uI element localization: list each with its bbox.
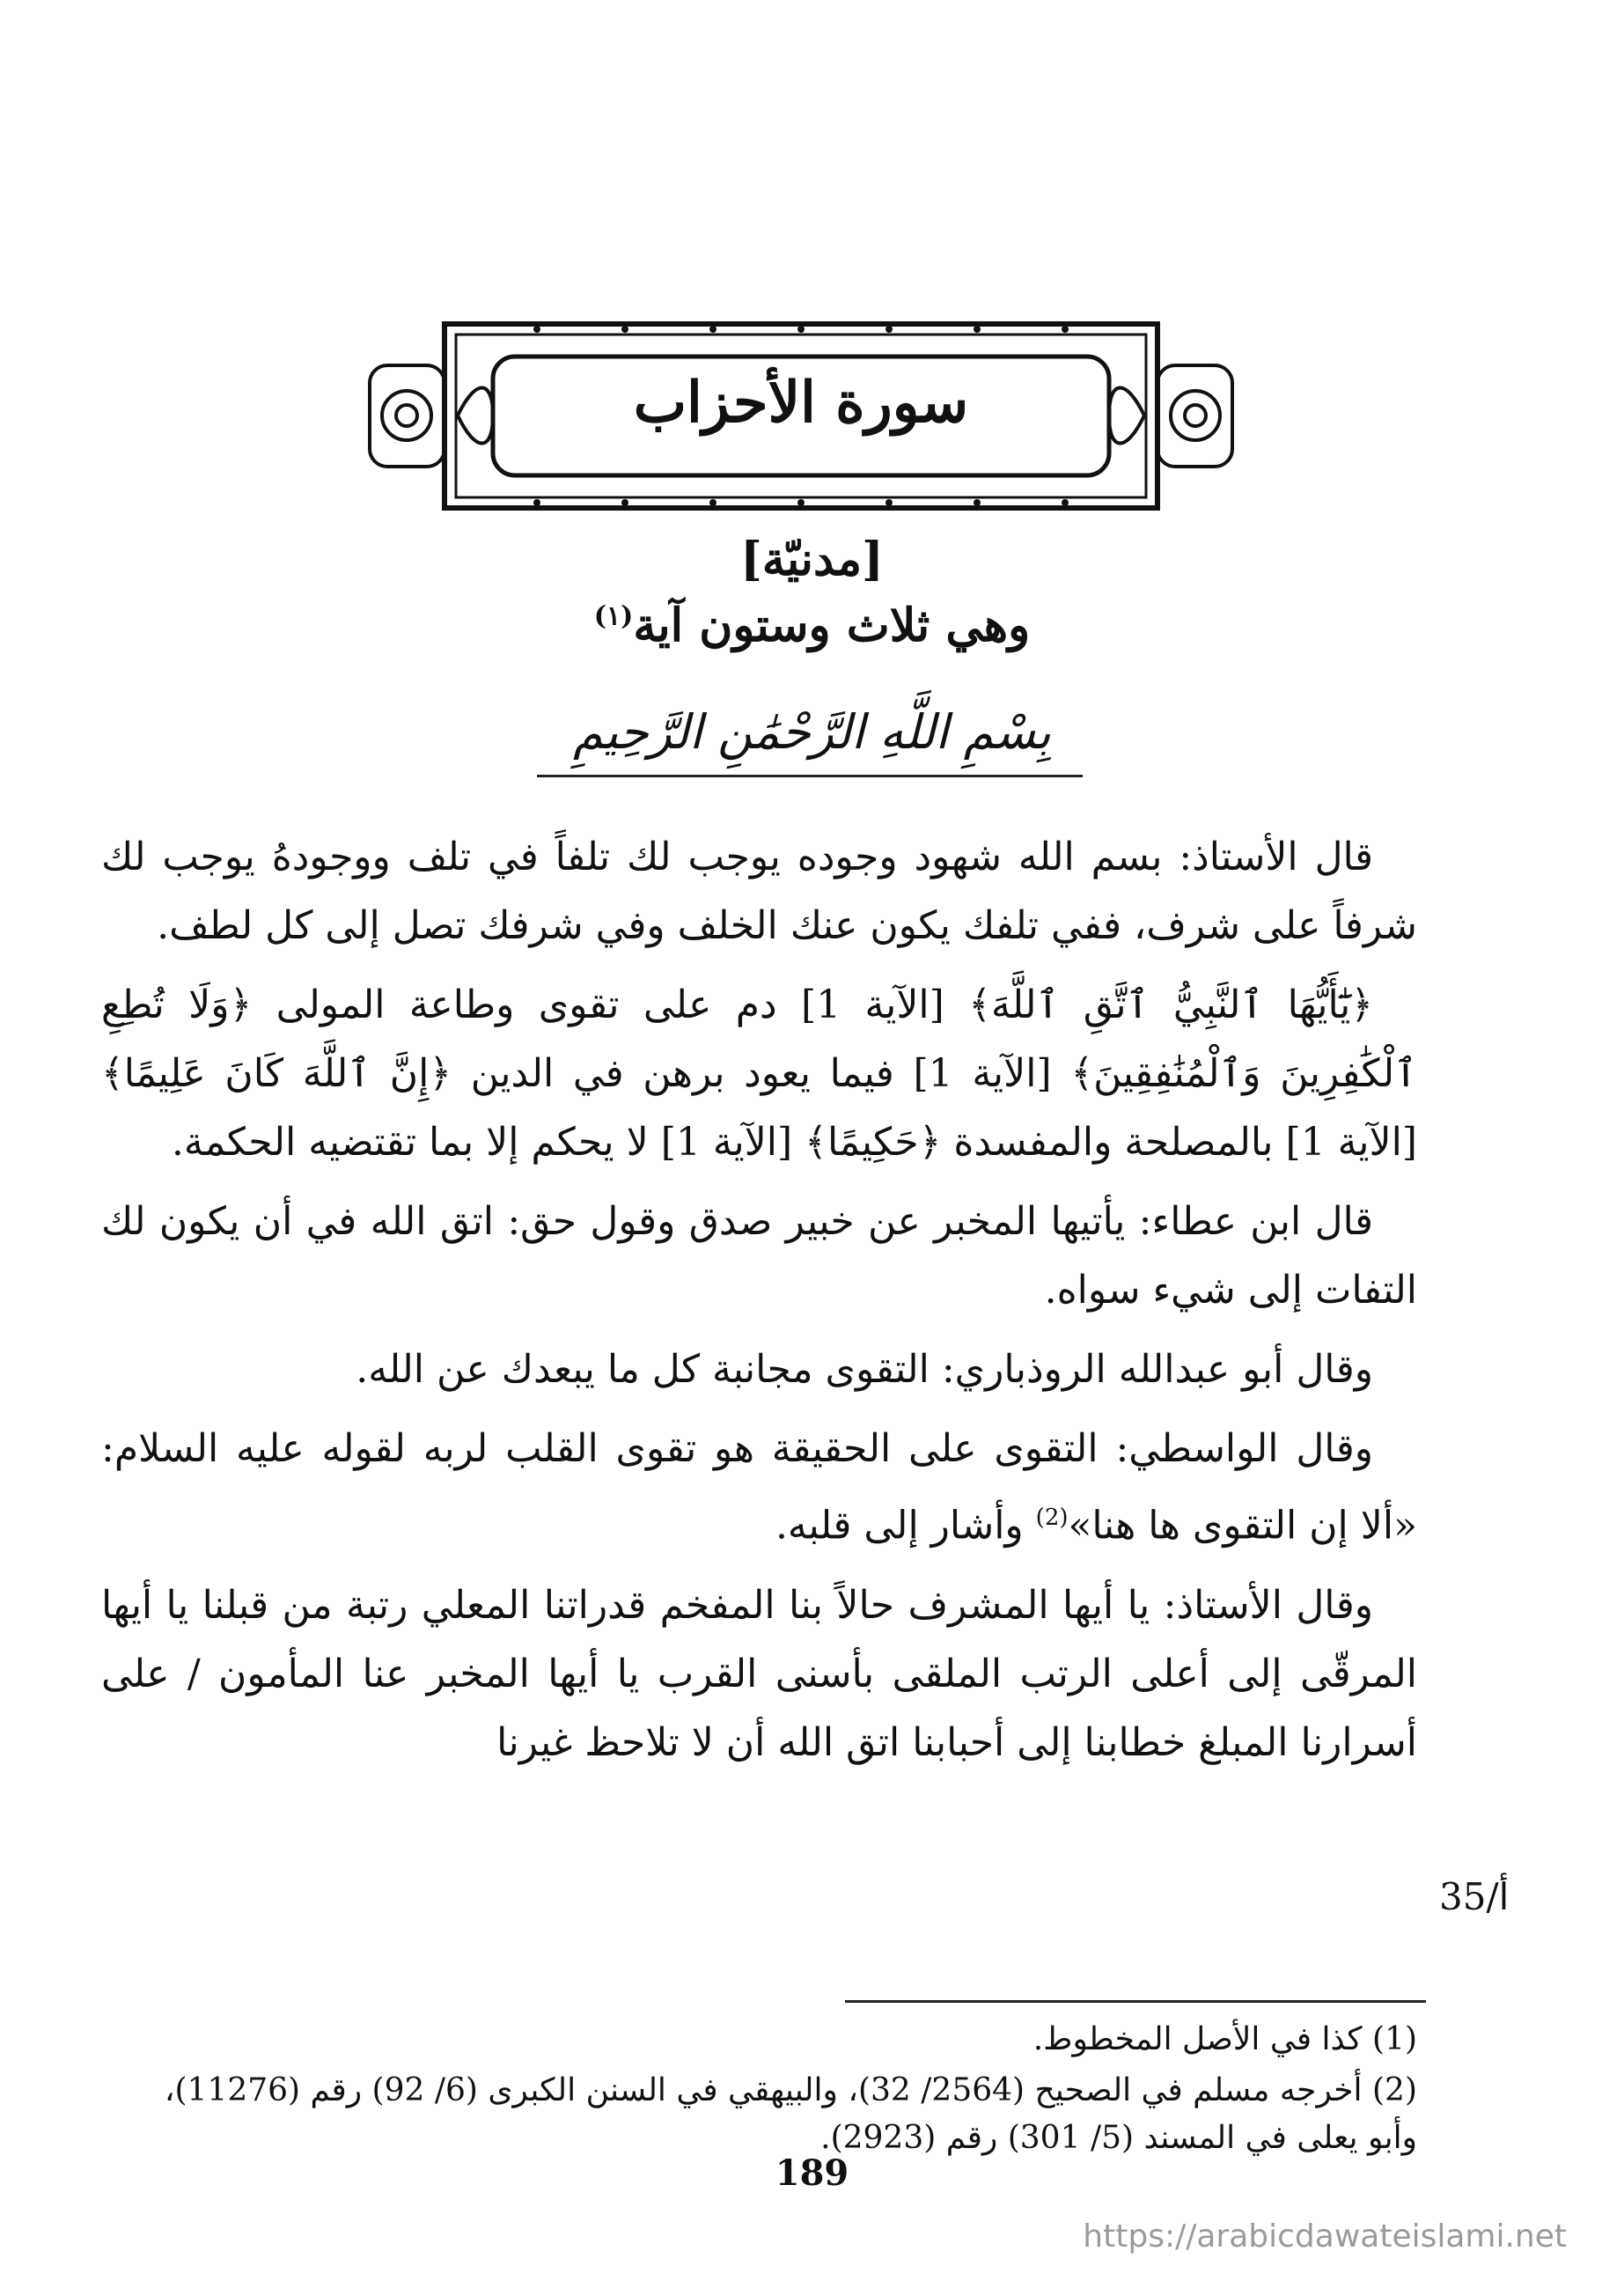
revelation-type: [مدنيّة] xyxy=(740,533,884,586)
footnote-separator xyxy=(845,2000,1426,2003)
watermark: https://arabicdawateislami.net xyxy=(1083,2218,1567,2255)
paragraph xyxy=(101,1415,1417,1561)
paragraph: قال ابن عطاء: يأتيها المخبر عن خبير صدق وقول حق: اتق الله في أن يكون لك التفات إلى شيء سواه. xyxy=(101,1199,1417,1313)
footnote-ref-1: (١) xyxy=(593,600,634,632)
verse-count-text: وهي ثلاث وستون آية xyxy=(633,599,1031,652)
footnote: (2) أخرجه مسلم في الصحيح (2564/ 32)، والبيهقي في السنن الكبرى (6/ 92) رقم (11276)، وأبو يعلى في المسند (5/ 301) رقم (2923). xyxy=(164,2072,1417,2156)
basmala: بِسْمِ اللَّهِ الرَّحْمَٰنِ الرَّحِيمِ xyxy=(573,704,1051,760)
page-number: 189 xyxy=(775,2152,849,2194)
body-text xyxy=(101,823,1417,1788)
surah-title: سورة الأحزاب xyxy=(633,370,969,436)
paragraph: ﴿يَٰٓأَيُّهَا ٱلنَّبِيُّ ٱتَّقِ ٱللَّهَ﴾ [الآية 1] دم على تقوى وطاعة المولى ﴿وَلَا تُطِعِ ٱلْكَٰفِرِينَ وَٱلْمُنَٰفِقِينَ﴾ [الآية 1] فيما يعود برهن في الدين ﴿إِنَّ ٱللَّهَ كَانَ عَلِيمًا﴾ [الآية 1] بالمصلحة والمفسدة ﴿حَكِيمًا﴾ [الآية 1] لا يحكم إلا بما تقتضيه الحكمة. xyxy=(101,982,1417,1165)
verse-count xyxy=(0,599,1624,652)
paragraph-text: وقال الواسطي: التقوى على الحقيقة هو تقوى القلب لربه لقوله عليه السلام: «ألا إن التقوى ها هنا» xyxy=(101,1426,1417,1549)
paragraph: وقال الأستاذ: يا أيها المشرف حالاً بنا المفخم قدراتنا المعلي رتبة من قبلنا يا أيها المرقّى إلى أعلى الرتب الملقى بأسنى القرب يا أيها المخبر عنا المأمون / على أسرارنا المبلغ خطابنا إلى أحبابنا اتق الله أن لا تلاحظ غيرنا xyxy=(101,1582,1417,1765)
footnotes xyxy=(132,2016,1417,2166)
basmala-underline xyxy=(537,775,1083,777)
footnote: (1) كذا في الأصل المخطوط. xyxy=(1032,2021,1417,2057)
paragraph: وقال أبو عبدالله الروذباري: التقوى مجانبة كل ما يبعدك عن الله. xyxy=(356,1347,1373,1392)
paragraph: قال الأستاذ: بسم الله شهود وجوده يوجب لك تلفاً في تلف ووجودهُ يوجب لك شرفاً على شرف، ففي تلفك يكون عنك الخلف وفي شرفك تصل إلى كل لطف. xyxy=(101,835,1417,948)
manuscript-folio-note: 35/أ xyxy=(1439,1875,1510,1918)
paragraph-tail: وأشار إلى قلبه. xyxy=(775,1503,1036,1549)
footnote-ref-2: (2) xyxy=(1035,1504,1069,1531)
surah-title-frame xyxy=(361,317,1241,515)
